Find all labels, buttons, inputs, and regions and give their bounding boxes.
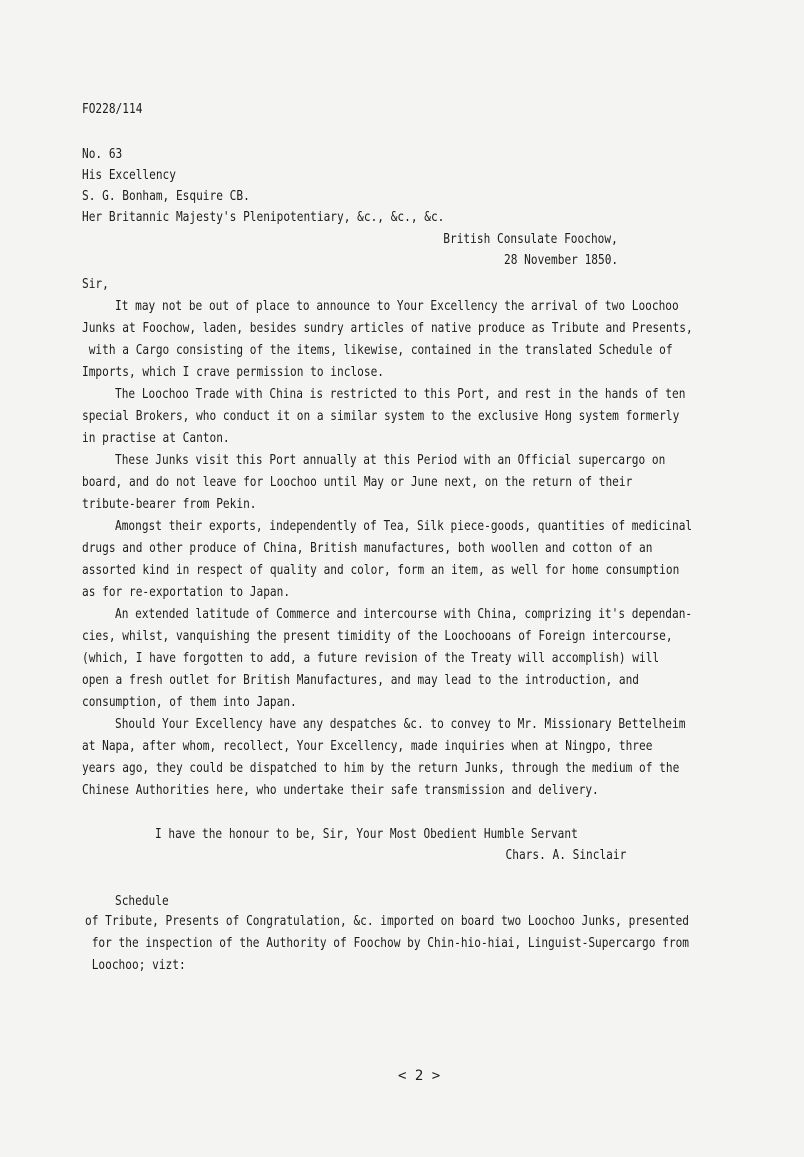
body-line: assorted kind in respect of quality and color, form an item, as well for home consumption (82, 562, 680, 578)
body-line: board, and do not leave for Loochoo until May or June next, on the return of their (82, 474, 633, 490)
body-line: The Loochoo Trade with China is restricted to this Port, and rest in the hands of ten (115, 386, 686, 402)
body-line: Junks at Foochow, laden, besides sundry articles of native produce as Tribute and Presents, (82, 320, 693, 336)
body-line: Chinese Authorities here, who undertake their safe transmission and delivery. (82, 782, 599, 798)
file-reference: FO228/114 (82, 101, 143, 117)
body-line: drugs and other produce of China, British manufactures, both woollen and cotton of an (82, 540, 653, 556)
letter-date: 28 November 1850. (503, 252, 618, 268)
page-number: < 2 > (398, 1068, 441, 1084)
address-line: Her Britannic Majesty's Plenipotentiary, &c., &c., &c. (82, 209, 445, 225)
body-line: It may not be out of place to announce to Your Excellency the arrival of two Loochoo (115, 298, 679, 314)
body-line: consumption, of them into Japan. (82, 694, 297, 710)
signature: Chars. A. Sinclair (505, 847, 626, 863)
body-line: years ago, they could be dispatched to him by the return Junks, through the medium of the (82, 760, 680, 776)
sender-place: British Consulate Foochow, (443, 231, 618, 247)
despatch-number: No. 63 (82, 146, 123, 162)
body-line: with a Cargo consisting of the items, likewise, contained in the translated Schedule of (82, 342, 673, 358)
body-line: These Junks visit this Port annually at this Period with an Official supercargo on (115, 452, 666, 468)
body-line: special Brokers, who conduct it on a similar system to the exclusive Hong system formerly (82, 408, 680, 424)
address-line: S. G. Bonham, Esquire CB. (82, 188, 250, 204)
schedule-line: of Tribute, Presents of Congratulation, &c. imported on board two Loochoo Junks, presented (85, 913, 689, 929)
body-line: open a fresh outlet for British Manufactures, and may lead to the introduction, and (82, 672, 640, 688)
body-line: in practise at Canton. (82, 430, 230, 446)
schedule-heading: Schedule (115, 893, 169, 909)
address-line: His Excellency (82, 167, 176, 183)
closing-line: I have the honour to be, Sir, Your Most Obedient Humble Servant (155, 826, 578, 842)
body-line: at Napa, after whom, recollect, Your Excellency, made inquiries when at Ningpo, three (82, 738, 653, 754)
salutation: Sir, (82, 276, 109, 292)
body-line: cies, whilst, vanquishing the present timidity of the Loochooans of Foreign intercourse, (82, 628, 673, 644)
body-line: Amongst their exports, independently of Tea, Silk piece-goods, quantities of medicinal (115, 518, 693, 534)
body-line: Imports, which I crave permission to inclose. (82, 364, 385, 380)
schedule-line: for the inspection of the Authority of Foochow by Chin-hio-hiai, Linguist-Supercargo from (85, 935, 689, 951)
schedule-line: Loochoo; vizt: (85, 957, 186, 973)
body-line: tribute-bearer from Pekin. (82, 496, 257, 512)
body-line: An extended latitude of Commerce and intercourse with China, comprizing it's dependan- (115, 606, 693, 622)
body-line: (which, I have forgotten to add, a future revision of the Treaty will accomplish) will (82, 650, 660, 666)
body-line: as for re-exportation to Japan. (82, 584, 291, 600)
body-line: Should Your Excellency have any despatches &c. to convey to Mr. Missionary Bettelheim (115, 716, 686, 732)
